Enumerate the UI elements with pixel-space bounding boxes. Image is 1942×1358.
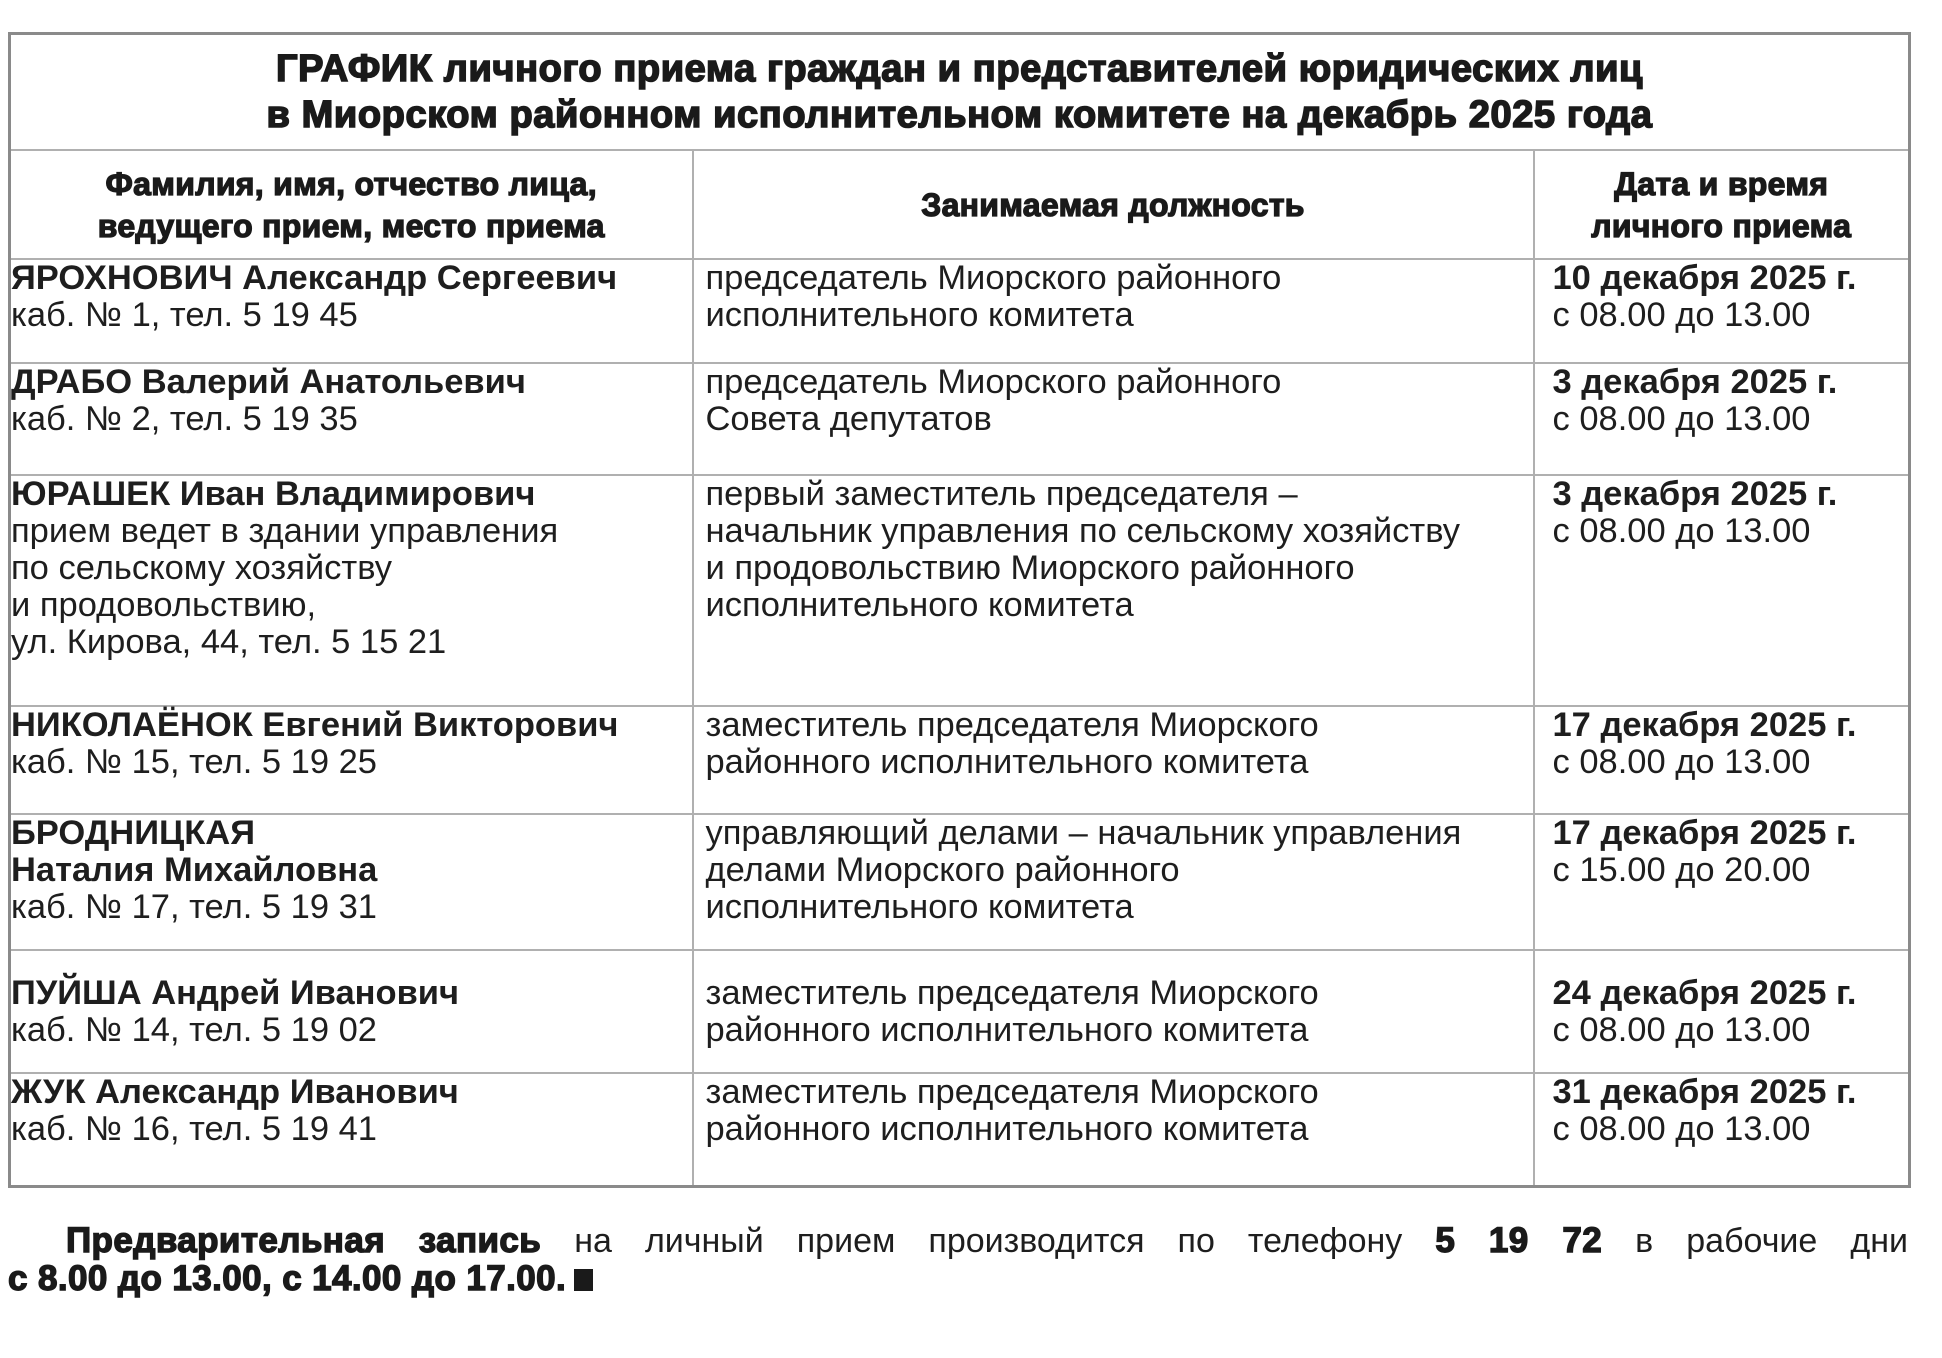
position-text: и продовольствию Миорского районного: [705, 549, 1355, 587]
reception-time: с 08.00 до 13.00: [1552, 296, 1811, 334]
table-row: [10, 475, 1910, 706]
reception-time: с 08.00 до 13.00: [1552, 400, 1811, 438]
position-text: начальник управления по сельскому хозяйству: [705, 512, 1461, 550]
reception-date: 10 декабря 2025 г.: [1552, 259, 1857, 297]
position-text: делами Миорского районного: [705, 851, 1180, 889]
reception-place: каб. № 2, тел. 5 19 35: [11, 400, 358, 438]
black-square-icon: [574, 1269, 593, 1291]
appointment-note-line-2: [8, 1260, 1908, 1298]
reception-place: каб. № 14, тел. 5 19 02: [11, 1011, 377, 1049]
position-text: районного исполнительного комитета: [705, 1110, 1309, 1148]
table-row: [10, 259, 1910, 363]
position-text: первый заместитель председателя –: [705, 475, 1298, 513]
column-header-datetime-line-2: личного приема: [1591, 207, 1852, 244]
datetime-cell: [1534, 814, 1910, 950]
person-name: БРОДНИЦКАЯ: [11, 814, 255, 852]
position-cell: [693, 363, 1534, 475]
person-name: ЖУК Александр Иванович: [11, 1073, 459, 1111]
person-cell: [10, 950, 693, 1073]
table-row: [10, 706, 1910, 814]
appointment-note: [8, 1222, 1908, 1298]
reception-time: с 15.00 до 20.00: [1552, 851, 1811, 889]
person-name: ЮРАШЕК Иван Владимирович: [11, 475, 536, 513]
person-cell: [10, 475, 693, 706]
position-cell: [693, 950, 1534, 1073]
reception-place: и продовольствию,: [11, 586, 317, 624]
person-name: Наталия Михайловна: [11, 851, 378, 889]
datetime-cell: [1534, 706, 1910, 814]
column-header-datetime: [1534, 150, 1910, 259]
reception-date: 17 декабря 2025 г.: [1552, 814, 1857, 852]
position-text: председатель Миорского районного: [705, 363, 1282, 401]
datetime-cell: [1534, 363, 1910, 475]
appointment-note-line-1: [8, 1222, 1908, 1260]
position-text: управляющий делами – начальник управления: [705, 814, 1462, 852]
appointment-note-text-days: в рабочие дни: [1602, 1222, 1908, 1260]
title-row: [10, 34, 1910, 151]
position-cell: [693, 1073, 1534, 1186]
position-text: заместитель председателя Миорского: [705, 1073, 1319, 1111]
reception-date: 3 декабря 2025 г.: [1552, 363, 1838, 401]
column-header-person-line-2: ведущего прием, место приема: [97, 207, 605, 244]
person-name: НИКОЛАЁНОК Евгений Викторович: [11, 706, 619, 744]
datetime-cell: [1534, 475, 1910, 706]
table-row: [10, 363, 1910, 475]
datetime-cell: [1534, 1073, 1910, 1186]
datetime-cell: [1534, 259, 1910, 363]
appointment-note-text: на личный прием производится по телефону: [541, 1222, 1436, 1260]
position-text: исполнительного комитета: [705, 888, 1134, 926]
reception-place: ул. Кирова, 44, тел. 5 15 21: [11, 623, 447, 661]
column-header-position: [693, 150, 1534, 259]
reception-place: прием ведет в здании управления: [11, 512, 559, 550]
position-cell: [693, 475, 1534, 706]
person-name: ЯРОХНОВИЧ Александр Сергеевич: [11, 259, 618, 297]
position-text: Совета депутатов: [705, 400, 992, 438]
column-header-person-line-1: Фамилия, имя, отчество лица,: [105, 165, 597, 202]
schedule-sheet: [8, 32, 1908, 1188]
reception-time: с 08.00 до 13.00: [1552, 1110, 1811, 1148]
position-cell: [693, 706, 1534, 814]
reception-time: с 08.00 до 13.00: [1552, 1011, 1811, 1049]
person-cell: [10, 814, 693, 950]
position-text: исполнительного комитета: [705, 586, 1134, 624]
position-text: заместитель председателя Миорского: [705, 974, 1319, 1012]
position-cell: [693, 259, 1534, 363]
person-cell: [10, 363, 693, 475]
position-text: заместитель председателя Миорского: [705, 706, 1319, 744]
title-line-2: в Миорском районном исполнительном комитете на декабрь 2025 года: [266, 94, 1653, 136]
reception-schedule-table: [8, 32, 1911, 1188]
reception-place: каб. № 16, тел. 5 19 41: [11, 1110, 377, 1148]
datetime-cell: [1534, 950, 1910, 1073]
reception-place: по сельскому хозяйству: [11, 549, 393, 587]
reception-place: каб. № 15, тел. 5 19 25: [11, 743, 377, 781]
table-row: [10, 1073, 1910, 1186]
position-text: районного исполнительного комитета: [705, 743, 1309, 781]
position-text: исполнительного комитета: [705, 296, 1134, 334]
appointment-phone: 5 19 72: [1435, 1221, 1603, 1260]
appointment-hours: с 8.00 до 13.00, с 14.00 до 17.00.: [8, 1259, 567, 1298]
person-name: ПУЙША Андрей Иванович: [11, 974, 460, 1012]
appointment-note-lead: Предварительная запись: [66, 1221, 542, 1260]
person-cell: [10, 259, 693, 363]
reception-place: каб. № 1, тел. 5 19 45: [11, 296, 358, 334]
position-text: председатель Миорского районного: [705, 259, 1282, 297]
column-header-position-line-1: Занимаемая должность: [921, 186, 1305, 223]
reception-date: 17 декабря 2025 г.: [1552, 706, 1857, 744]
reception-place: каб. № 17, тел. 5 19 31: [11, 888, 377, 926]
title-line-1: ГРАФИК личного приема граждан и представителей юридических лиц: [275, 48, 1644, 90]
reception-date: 3 декабря 2025 г.: [1552, 475, 1838, 513]
column-header-person: [10, 150, 693, 259]
person-name: ДРАБО Валерий Анатольевич: [11, 363, 526, 401]
table-title: [10, 34, 1910, 151]
position-text: районного исполнительного комитета: [705, 1011, 1309, 1049]
reception-time: с 08.00 до 13.00: [1552, 512, 1811, 550]
reception-date: 31 декабря 2025 г.: [1552, 1073, 1857, 1111]
column-header-row: [10, 150, 1910, 259]
reception-time: с 08.00 до 13.00: [1552, 743, 1811, 781]
table-row: [10, 950, 1910, 1073]
reception-date: 24 декабря 2025 г.: [1552, 974, 1857, 1012]
person-cell: [10, 706, 693, 814]
person-cell: [10, 1073, 693, 1186]
column-header-datetime-line-1: Дата и время: [1614, 165, 1829, 202]
position-cell: [693, 814, 1534, 950]
table-row: [10, 814, 1910, 950]
